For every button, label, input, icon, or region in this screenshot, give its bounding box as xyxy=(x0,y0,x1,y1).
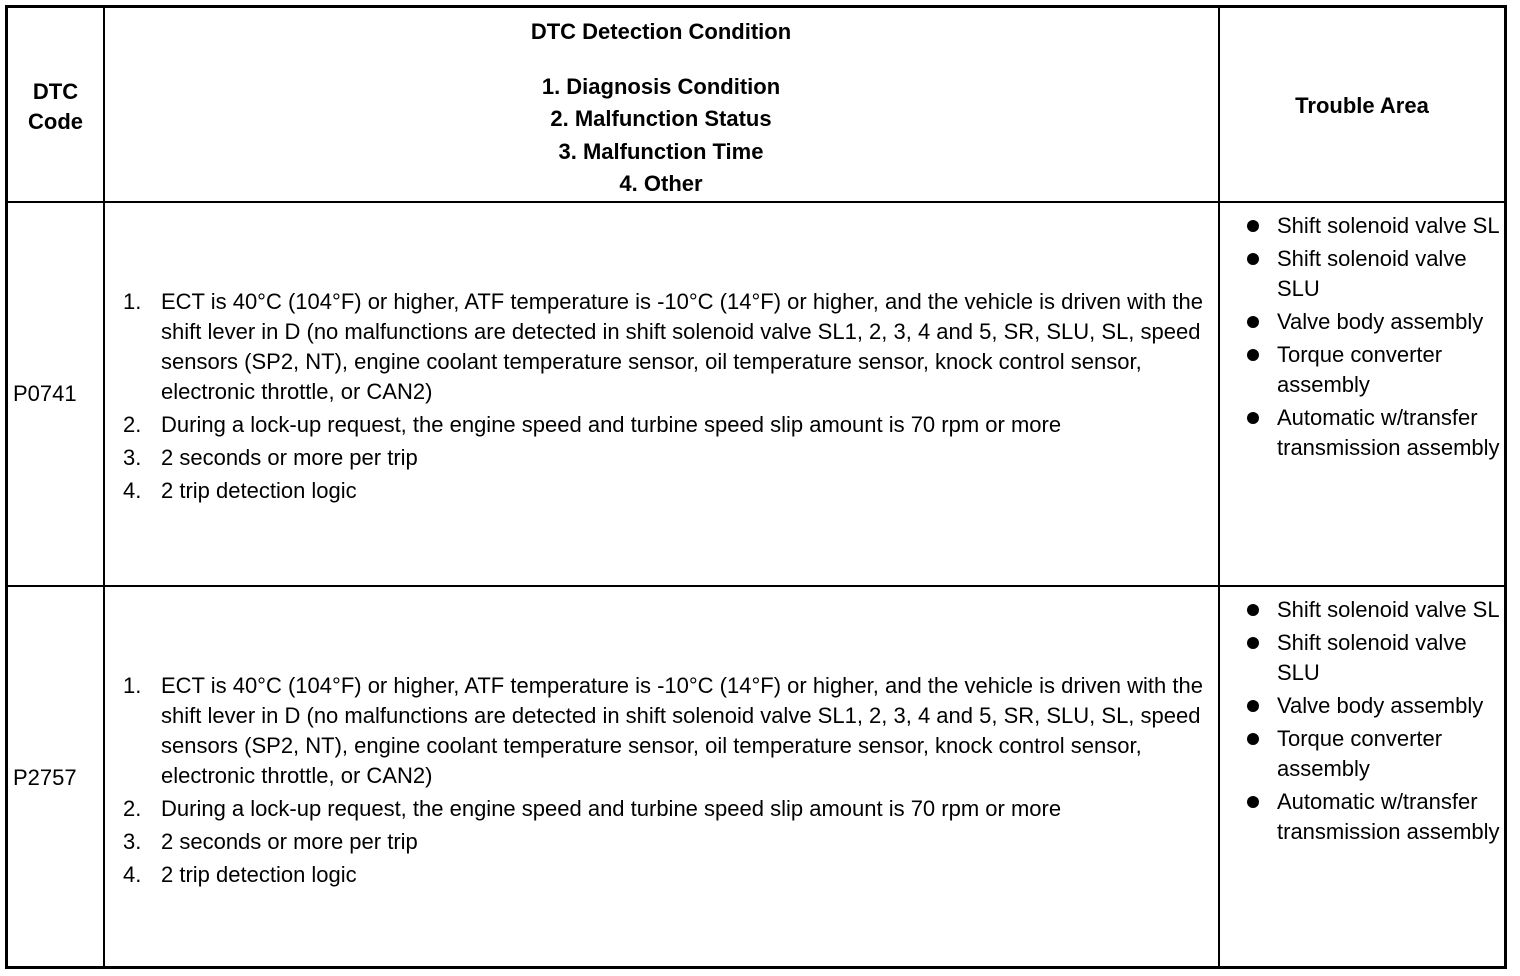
condition-item xyxy=(123,671,1208,791)
header-detection-item: 1. Diagnosis Condition xyxy=(541,73,781,99)
trouble-item xyxy=(1241,595,1506,625)
bullet-icon xyxy=(1247,316,1259,328)
condition-item xyxy=(123,443,1208,473)
trouble-text: Automatic w/transfer transmission assembly xyxy=(1277,789,1500,844)
bullet-icon xyxy=(1247,604,1259,616)
header-trouble-area: Trouble Area xyxy=(1295,93,1429,118)
trouble-text: Torque converter assembly xyxy=(1277,342,1443,397)
header-detection-item: 4. Other xyxy=(619,171,703,196)
bullet-icon xyxy=(1247,733,1259,745)
trouble-text: Valve body assembly xyxy=(1277,693,1484,718)
header-detection-condition xyxy=(105,16,1217,201)
trouble-text: Automatic w/transfer transmission assembly xyxy=(1277,405,1500,460)
bullet-icon xyxy=(1247,220,1259,232)
dtc-code-cell: P2757 xyxy=(13,765,77,790)
condition-text: 2 seconds or more per trip xyxy=(161,445,418,470)
header-dtc-code-line: DTC xyxy=(32,79,79,104)
condition-text: ECT is 40°C (104°F) or higher, ATF temperature is -10°C (14°F) or higher, and the vehicle is driven with the shift lever in D (no malfunctions are detected in shift solenoid valve SL1, 2, 3, 4 and 5, SR, SLU, SL, speed sensors (SP2, NT), engine coolant temperature sensor, oil temperature sensor, knock control sensor, electronic throttle, or CAN2) xyxy=(161,673,1203,788)
column-divider xyxy=(1218,8,1220,966)
trouble-item xyxy=(1241,244,1506,304)
condition-number: 2. xyxy=(123,796,142,821)
trouble-item xyxy=(1241,403,1506,463)
condition-number: 4. xyxy=(123,862,142,887)
trouble-item xyxy=(1241,787,1506,847)
bullet-icon xyxy=(1247,253,1259,265)
trouble-area-cell xyxy=(1241,211,1506,466)
trouble-text: Shift solenoid valve SL xyxy=(1277,597,1500,622)
trouble-area-cell xyxy=(1241,595,1506,850)
condition-text: 2 trip detection logic xyxy=(161,862,357,887)
bullet-icon xyxy=(1247,700,1259,712)
condition-number: 4. xyxy=(123,478,142,503)
condition-number: 3. xyxy=(123,445,142,470)
trouble-item xyxy=(1241,307,1506,337)
condition-number: 3. xyxy=(123,829,142,854)
condition-text: 2 trip detection logic xyxy=(161,478,357,503)
header-dtc-code xyxy=(8,77,103,137)
condition-item xyxy=(123,476,1208,506)
trouble-text: Shift solenoid valve SL xyxy=(1277,213,1500,238)
bullet-icon xyxy=(1247,796,1259,808)
trouble-text: Valve body assembly xyxy=(1277,309,1484,334)
trouble-item xyxy=(1241,691,1506,721)
detection-condition-cell xyxy=(123,671,1208,893)
bullet-icon xyxy=(1247,412,1259,424)
bullet-icon xyxy=(1247,349,1259,361)
condition-text: During a lock-up request, the engine speed and turbine speed slip amount is 70 rpm or more xyxy=(161,796,1062,821)
condition-number: 2. xyxy=(123,412,142,437)
header-detection-item: 3. Malfunction Time xyxy=(558,138,764,164)
condition-item xyxy=(123,794,1208,824)
trouble-item xyxy=(1241,724,1506,784)
row-divider xyxy=(8,201,1504,203)
condition-number: 1. xyxy=(123,289,142,314)
bullet-icon xyxy=(1247,637,1259,649)
detection-condition-cell xyxy=(123,287,1208,509)
dtc-code-cell: P0741 xyxy=(13,381,77,406)
trouble-item xyxy=(1241,628,1506,688)
condition-item xyxy=(123,287,1208,407)
condition-number: 1. xyxy=(123,673,142,698)
trouble-item xyxy=(1241,211,1506,241)
trouble-item xyxy=(1241,340,1506,400)
trouble-text: Torque converter assembly xyxy=(1277,726,1443,781)
trouble-text: Shift solenoid valve SLU xyxy=(1277,246,1467,301)
header-dtc-code-line: Code xyxy=(28,109,83,134)
condition-text: ECT is 40°C (104°F) or higher, ATF temperature is -10°C (14°F) or higher, and the vehicle is driven with the shift lever in D (no malfunctions are detected in shift solenoid valve SL1, 2, 3, 4 and 5, SR, SLU, SL, speed sensors (SP2, NT), engine coolant temperature sensor, oil temperature sensor, knock control sensor, electronic throttle, or CAN2) xyxy=(161,289,1203,404)
header-detection-title: DTC Detection Condition xyxy=(530,19,792,44)
condition-item xyxy=(123,410,1208,440)
dtc-table xyxy=(5,5,1507,969)
row-divider xyxy=(8,585,1504,587)
condition-text: During a lock-up request, the engine speed and turbine speed slip amount is 70 rpm or more xyxy=(161,412,1062,437)
header-detection-item: 2. Malfunction Status xyxy=(550,106,772,131)
condition-text: 2 seconds or more per trip xyxy=(161,829,418,854)
condition-item xyxy=(123,827,1208,857)
condition-item xyxy=(123,860,1208,890)
trouble-text: Shift solenoid valve SLU xyxy=(1277,630,1467,685)
